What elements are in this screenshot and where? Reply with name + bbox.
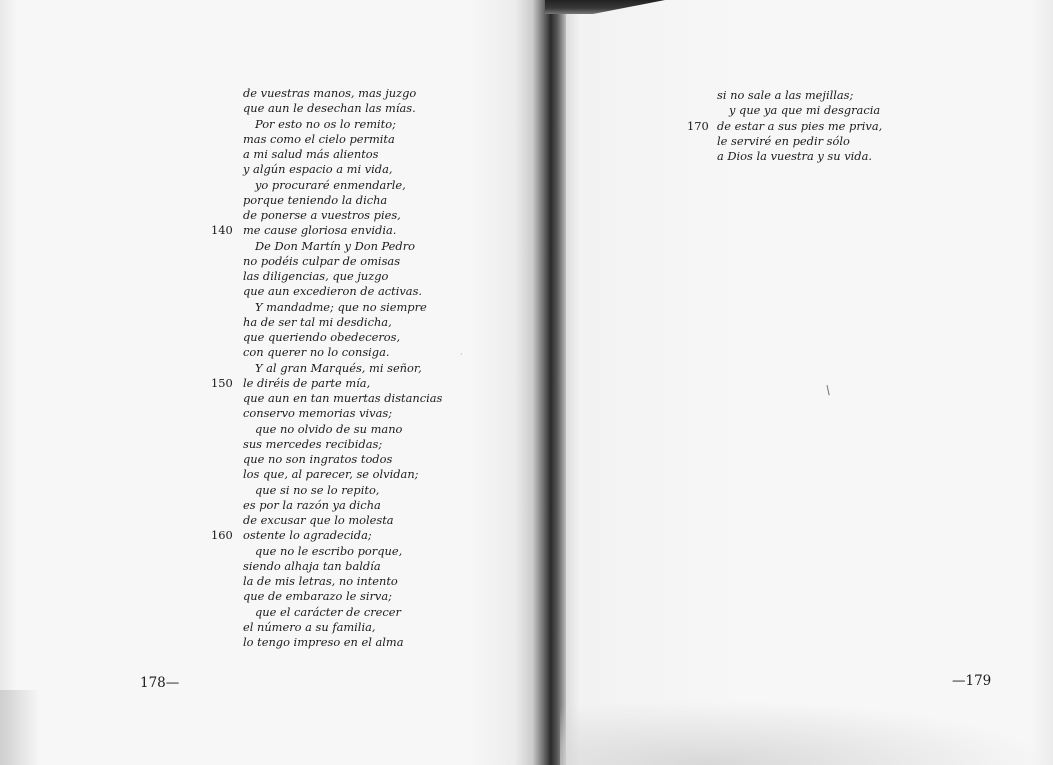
verse-text: que el carácter de crecer — [255, 604, 401, 619]
verse-text: porque teniendo la dicha — [243, 192, 388, 207]
ink-dot: · — [460, 350, 463, 359]
verse-line — [717, 88, 917, 103]
verse-text: con querer no lo consiga. — [243, 345, 390, 360]
verse-text: que queriendo obedeceros, — [243, 330, 401, 344]
verse-text: Y al gran Marqués, mi señor, — [255, 360, 422, 375]
verse-text: De Don Martín y Don Pedro — [255, 238, 416, 253]
page-edge-shadow — [0, 690, 40, 765]
verse-line — [243, 86, 483, 101]
verse-text: le serviré en pedir sólo — [717, 133, 850, 148]
page-number-right: —179 — [952, 673, 992, 689]
verse-text: lo tengo impreso en el alma — [243, 635, 404, 649]
verse-text: las diligencias, que juzgo — [243, 269, 389, 283]
verse-line — [243, 589, 483, 604]
verse-line — [243, 132, 483, 147]
verse-line — [243, 193, 483, 208]
verse-text: ha de ser tal mi desdicha, — [243, 314, 392, 329]
verse-line — [243, 574, 483, 589]
verse-line — [243, 208, 483, 223]
verse-text: mas como el cielo permita — [243, 131, 395, 146]
verse-line — [211, 375, 483, 391]
verse-line — [243, 559, 483, 574]
verse-line — [243, 162, 483, 177]
verse-text: que si no se lo repito, — [255, 482, 380, 497]
verse-text: que no le escribo porque, — [255, 543, 403, 558]
verse-line — [243, 361, 483, 376]
verse-text: es por la razón ya dicha — [243, 497, 381, 512]
verse-line — [243, 544, 483, 559]
verse-line — [243, 406, 483, 421]
verse-line — [243, 178, 483, 193]
verse-text: sus mercedes recibidas; — [243, 436, 383, 451]
verse-text: que aun en tan muertas distancias — [243, 391, 443, 405]
verse-text: de excusar que lo molesta — [243, 513, 394, 527]
verse-line — [243, 101, 483, 116]
verse-line — [717, 149, 917, 164]
verse-line — [687, 118, 917, 134]
verse-line — [211, 223, 483, 238]
verse-text: ostente lo agradecida; — [243, 528, 372, 543]
verse-line — [243, 422, 483, 437]
verse-line — [243, 391, 483, 406]
verse-line — [243, 254, 483, 269]
verse-line — [243, 635, 483, 650]
left-verse-block — [211, 86, 483, 650]
verse-line — [243, 467, 483, 482]
verse-text: de estar a sus pies me priva, — [717, 118, 883, 133]
verse-text: si no sale a las mejillas; — [717, 88, 854, 102]
verse-line — [243, 437, 483, 452]
verse-text: el número a su familia, — [243, 619, 376, 634]
verse-line — [243, 452, 483, 467]
verse-line — [243, 147, 483, 162]
verse-text: que no son ingratos todos — [243, 452, 393, 466]
verse-line — [243, 239, 483, 254]
verse-text: no podéis culpar de omisas — [243, 253, 401, 268]
verse-line — [717, 134, 917, 149]
ink-mark: / — [822, 382, 834, 398]
verse-text: la de mis letras, no intento — [243, 574, 398, 588]
verse-line — [243, 483, 483, 498]
verse-text: los que, al parecer, se olvidan; — [243, 467, 419, 482]
line-number: 160 — [211, 528, 233, 543]
page-shadow — [560, 700, 1053, 765]
verse-line — [243, 513, 483, 528]
verse-text: y que ya que mi desgracia — [729, 103, 881, 118]
verse-text: yo procuraré enmendarle, — [255, 177, 406, 192]
book-spine — [532, 0, 566, 765]
verse-text: que aun excedieron de activas. — [243, 284, 423, 299]
verse-text: siendo alhaja tan baldía — [243, 558, 381, 573]
verse-text: de ponerse a vuestros pies, — [243, 208, 401, 222]
verse-line — [243, 330, 483, 345]
verse-line — [243, 284, 483, 299]
verse-line — [243, 117, 483, 132]
verse-text: que de embarazo le sirva; — [243, 589, 392, 604]
verse-line — [243, 300, 483, 315]
verse-text: que no olvido de su mano — [255, 421, 403, 436]
line-number: 170 — [687, 118, 709, 133]
page-number-left: 178— — [140, 675, 180, 691]
verse-line — [243, 620, 483, 635]
verse-text: y algún espacio a mi vida, — [243, 162, 393, 177]
verse-text: Y mandadme; que no siempre — [255, 299, 427, 314]
verse-text: que aun le desechan las mías. — [243, 101, 416, 116]
verse-text: a mi salud más alientos — [243, 147, 379, 161]
verse-text: me cause gloriosa envidia. — [243, 223, 397, 238]
verse-line — [243, 498, 483, 513]
verse-text: le diréis de parte mía, — [243, 375, 371, 390]
line-number: 140 — [211, 223, 233, 238]
verse-line — [211, 528, 483, 543]
verse-line — [717, 103, 917, 118]
verse-line — [243, 605, 483, 620]
verse-text: conservo memorias vivas; — [243, 406, 393, 421]
line-number: 150 — [211, 375, 233, 390]
verse-text: Por esto no os lo remito; — [255, 116, 396, 131]
verse-text: de vuestras manos, mas juzgo — [243, 86, 417, 100]
right-verse-block — [687, 88, 917, 164]
verse-line — [243, 269, 483, 284]
verse-line — [243, 345, 483, 360]
verse-line — [243, 315, 483, 330]
verse-text: a Dios la vuestra y su vida. — [717, 149, 872, 163]
